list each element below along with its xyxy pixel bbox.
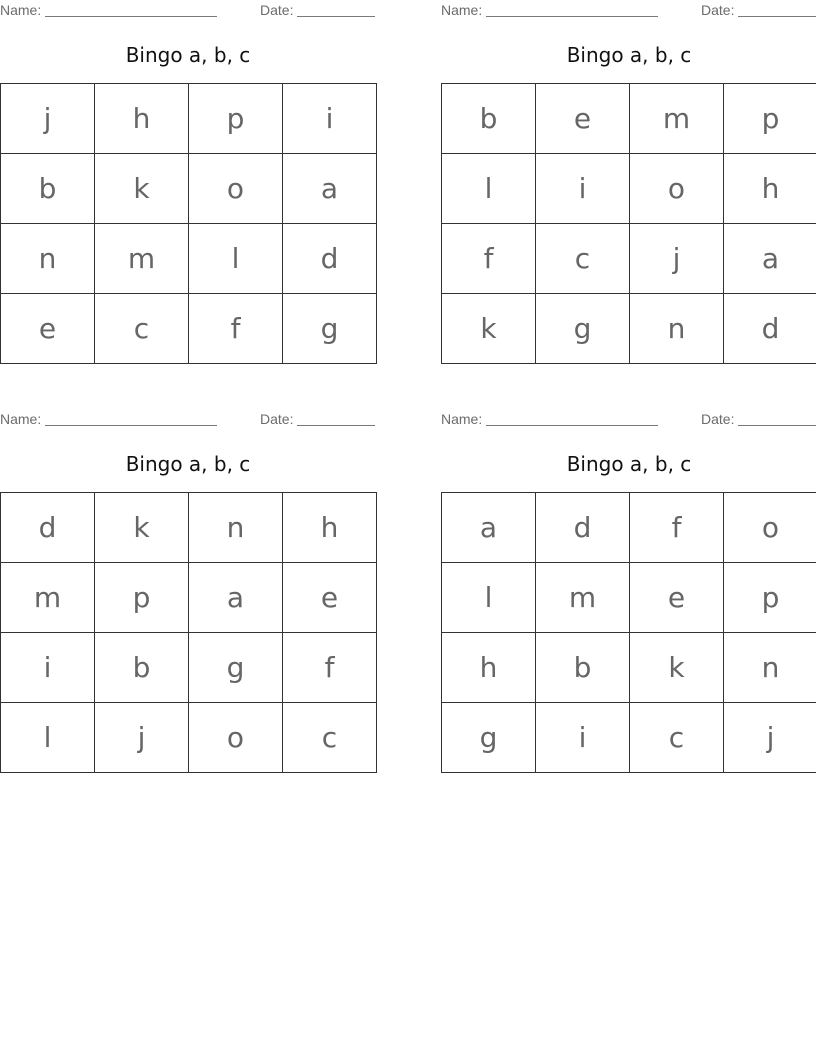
name-blank-line [486, 425, 658, 426]
bingo-cell: p [189, 84, 283, 154]
bingo-cell: e [1, 294, 95, 364]
name-label: Name: [441, 2, 483, 18]
bingo-cell: o [724, 493, 816, 563]
bingo-cell: h [442, 633, 536, 703]
name-blank-line [45, 425, 217, 426]
bingo-cell: f [630, 493, 724, 563]
bingo-cell: f [442, 224, 536, 294]
card-title: Bingo a, b, c [566, 43, 692, 67]
card-header [441, 409, 816, 429]
bingo-cell: f [283, 633, 377, 703]
bingo-cell: i [536, 703, 630, 773]
bingo-cell: d [1, 493, 95, 563]
bingo-cell: h [724, 154, 816, 224]
name-blank-line [486, 16, 658, 17]
grid-row [442, 154, 816, 224]
bingo-grid [441, 83, 816, 364]
grid-row [1, 84, 377, 154]
bingo-cell: n [1, 224, 95, 294]
grid-row [1, 154, 377, 224]
grid-row [1, 633, 377, 703]
bingo-cell: l [1, 703, 95, 773]
date-label: Date: [260, 2, 294, 18]
card-header [0, 0, 376, 20]
grid-row [442, 224, 816, 294]
bingo-cell: g [283, 294, 377, 364]
bingo-cell: m [1, 563, 95, 633]
bingo-cell: l [189, 224, 283, 294]
bingo-cell: b [536, 633, 630, 703]
date-label: Date: [701, 2, 735, 18]
bingo-cell: e [283, 563, 377, 633]
bingo-cell: m [95, 224, 189, 294]
date-blank-line [297, 16, 375, 17]
bingo-cell: c [630, 703, 724, 773]
bingo-cell: g [189, 633, 283, 703]
name-blank-line [45, 16, 217, 17]
grid-row [1, 493, 377, 563]
bingo-cell: p [95, 563, 189, 633]
bingo-cell: k [95, 493, 189, 563]
bingo-grid [0, 83, 377, 364]
bingo-cell: o [189, 154, 283, 224]
bingo-cell: b [95, 633, 189, 703]
grid-row [442, 294, 816, 364]
bingo-cell: e [536, 84, 630, 154]
date-label: Date: [701, 411, 735, 427]
card-title: Bingo a, b, c [566, 452, 692, 476]
bingo-cell: j [95, 703, 189, 773]
bingo-cell: b [442, 84, 536, 154]
date-blank-line [738, 16, 816, 17]
bingo-cell: o [630, 154, 724, 224]
bingo-cell: b [1, 154, 95, 224]
bingo-cell: l [442, 154, 536, 224]
bingo-grid [441, 492, 816, 773]
date-blank-line [297, 425, 375, 426]
card-header [441, 0, 816, 20]
bingo-cell: j [1, 84, 95, 154]
bingo-cell: a [442, 493, 536, 563]
name-label: Name: [441, 411, 483, 427]
bingo-cell: h [95, 84, 189, 154]
bingo-cell: c [95, 294, 189, 364]
bingo-cell: m [630, 84, 724, 154]
bingo-grid [0, 492, 377, 773]
grid-row [1, 703, 377, 773]
bingo-cell: d [283, 224, 377, 294]
bingo-cell: m [536, 563, 630, 633]
bingo-cell: p [724, 563, 816, 633]
bingo-cell: f [189, 294, 283, 364]
bingo-cell: c [283, 703, 377, 773]
bingo-cell: i [283, 84, 377, 154]
bingo-cell: a [189, 563, 283, 633]
name-label: Name: [0, 2, 42, 18]
bingo-cell: k [630, 633, 724, 703]
bingo-cell: g [536, 294, 630, 364]
bingo-cell: c [536, 224, 630, 294]
bingo-cell: n [724, 633, 816, 703]
card-title: Bingo a, b, c [125, 43, 251, 67]
grid-row [442, 563, 816, 633]
bingo-cell: n [630, 294, 724, 364]
grid-row [1, 224, 377, 294]
bingo-cell: g [442, 703, 536, 773]
date-label: Date: [260, 411, 294, 427]
bingo-cell: k [442, 294, 536, 364]
grid-row [442, 84, 816, 154]
bingo-cell: k [95, 154, 189, 224]
bingo-cell: d [536, 493, 630, 563]
bingo-cell: h [283, 493, 377, 563]
bingo-cell: o [189, 703, 283, 773]
bingo-cell: a [724, 224, 816, 294]
grid-row [1, 563, 377, 633]
grid-row [1, 294, 377, 364]
bingo-cell: d [724, 294, 816, 364]
bingo-cell: l [442, 563, 536, 633]
bingo-cell: p [724, 84, 816, 154]
bingo-cell: n [189, 493, 283, 563]
grid-row [442, 633, 816, 703]
bingo-cell: i [536, 154, 630, 224]
card-title: Bingo a, b, c [125, 452, 251, 476]
name-label: Name: [0, 411, 42, 427]
grid-row [442, 703, 816, 773]
bingo-cell: a [283, 154, 377, 224]
date-blank-line [738, 425, 816, 426]
bingo-cell: j [724, 703, 816, 773]
card-header [0, 409, 376, 429]
grid-row [442, 493, 816, 563]
bingo-cell: e [630, 563, 724, 633]
bingo-cell: i [1, 633, 95, 703]
bingo-cell: j [630, 224, 724, 294]
